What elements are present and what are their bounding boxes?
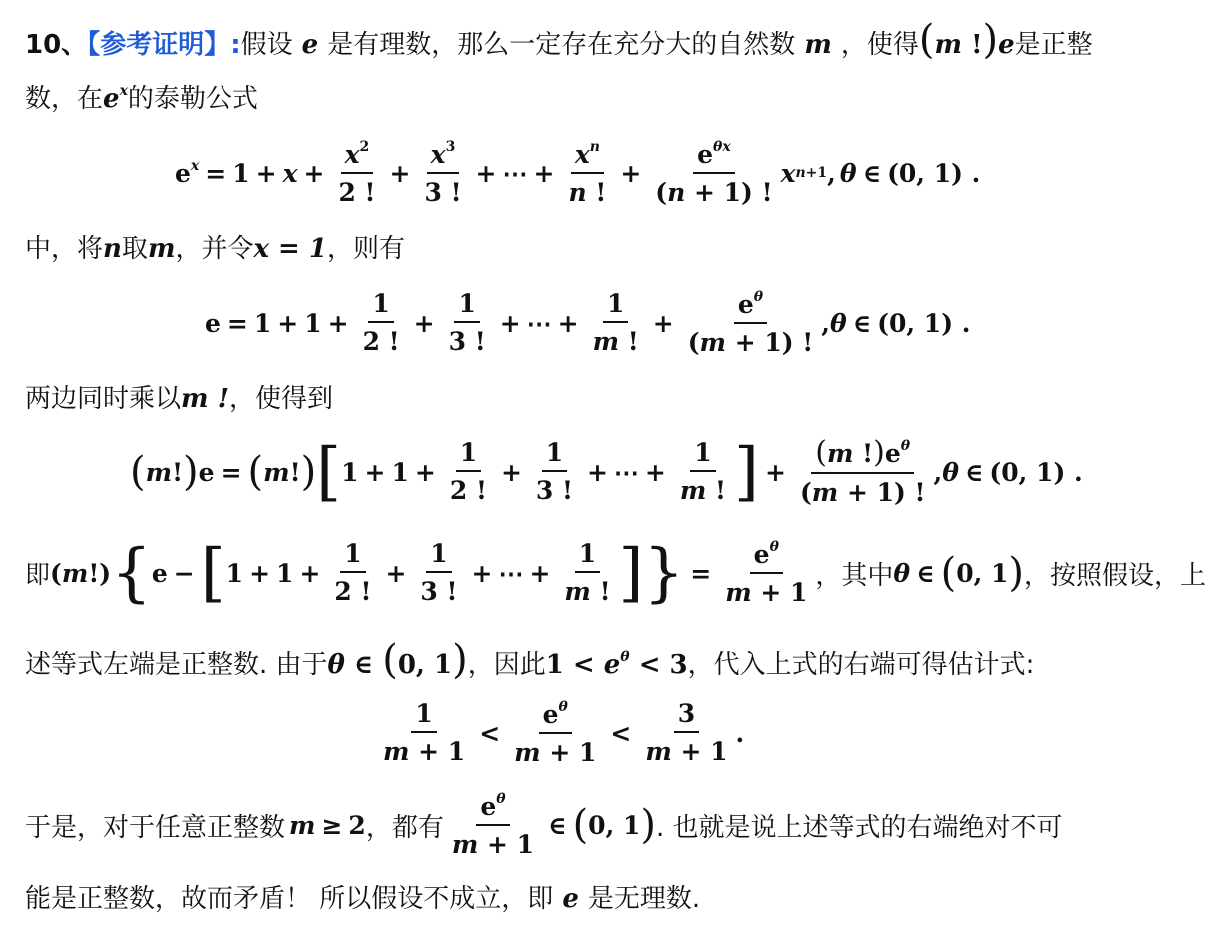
text-line-1 [25,17,1093,63]
text-line-6 [25,386,333,412]
text-line-11: 于是，对于任意正整数 m ≥ 2 ，都有 $\frac{e^\theta}{m + 1}$ ∈ ( 0, 1 ) . 也就是说上述等式的右端绝对不可 [25,791,1063,860]
text-segment: ，按照假设，上 [1024,560,1206,591]
proof-label: 【参考证明】: [87,30,241,60]
text-segment: ，都有 [365,812,444,843]
text-segment: 假设 [240,30,293,60]
math-expr: $1 < e^\theta < 3$ [545,649,688,680]
text-segment: ，则有 [326,234,405,264]
math-var: n [103,234,122,264]
text-segment: 于是，对于任意正整数 [25,812,286,843]
text-segment: ，因此 [467,650,546,680]
text-segment: 是有理数，那么一定存在充分大的自然数 [327,30,796,60]
series-for-e: e = 1 + 1 + $\frac{1}{2 !}$ + $\frac{1}{3 !}$ + ⋯ + $\frac{1}{m !}$ + $\frac{e^\theta}{(m + 1) !}$ , θ ∈ (0, 1) . [205,289,971,358]
estimate-inequality: $\frac{1}{m + 1}$ < $\frac{e^\theta}{m + 1}$ < $\frac{3}{m + 1}$ . [383,699,745,768]
text-segment: 中，将 [25,234,104,264]
math-expr: $e^x$ [103,83,128,114]
text-segment: 是无理数. [587,884,701,914]
text-segment: 能是正整数，故而矛盾！ 所以假设不成立，即 [25,884,554,914]
text-segment: . 也就是说上述等式的右端绝对不可 [655,812,1063,843]
math-var: m [147,234,176,264]
text-segment: 是正整 [1014,30,1093,60]
text-segment: ，使得 [840,30,919,60]
text-segment: 的泰勒公式 [127,84,258,114]
multiplied-equation: ( m ! ) e = ( m ! ) [ 1 + 1 + $\frac{1}{2 !}$ + $\frac{1}{3 !}$ + ⋯ + $\frac{1}{m !}$ ] + $\frac{(m !)e^\theta}{(m + 1) !}$ , θ ∈ (0, 1) . [130,435,1083,510]
taylor-formula: $e^x$ = 1 + x + $\frac{x^2}{2 !}$ + $\frac{x^3}{3 !}$ + ⋯ + $\frac{x^n}{n !}$ + $\frac{e^{\theta x}}{(n + 1) !}$ x n+1 , θ ∈ (0, 1) . [175,139,981,208]
text-line-12 [25,886,700,912]
text-segment: 两边同时乘以 [25,384,182,414]
math-var: m [795,30,841,60]
text-segment: ，并令 [175,234,254,264]
text-line-9 [25,637,1035,683]
math-var: e [553,884,588,914]
math-expr: x = 1 [253,234,327,264]
text-segment: 数，在 [25,84,104,114]
text-line-4 [25,236,405,262]
text-segment: ，代入上式的右端可得估计式: [687,650,1035,680]
math-expr: θ ∈ (0, 1) [327,637,468,683]
text-line-2 [25,84,258,112]
math-var: e [292,30,328,60]
text-line-8: 即 ( m !) { e − [ 1 + 1 + $\frac{1}{2 !}$ + $\frac{1}{3 !}$ + ⋯ + $\frac{1}{m !}$ ]} = $\frac{e^\theta}{m + 1}$ ，其中 θ ∈ ( 0, 1 ) ，按照假设，上 [25,536,1206,611]
text-segment: ，使得到 [229,384,334,414]
text-segment: 取 [121,234,148,264]
problem-number: 10、 [25,30,88,60]
math-expr: m ! [181,384,229,414]
text-segment: ，其中 [815,560,894,591]
text-segment: 即 [25,560,51,590]
math-expr: (m !)e [918,17,1015,63]
text-segment: 述等式左端是正整数. 由于 [25,650,328,680]
